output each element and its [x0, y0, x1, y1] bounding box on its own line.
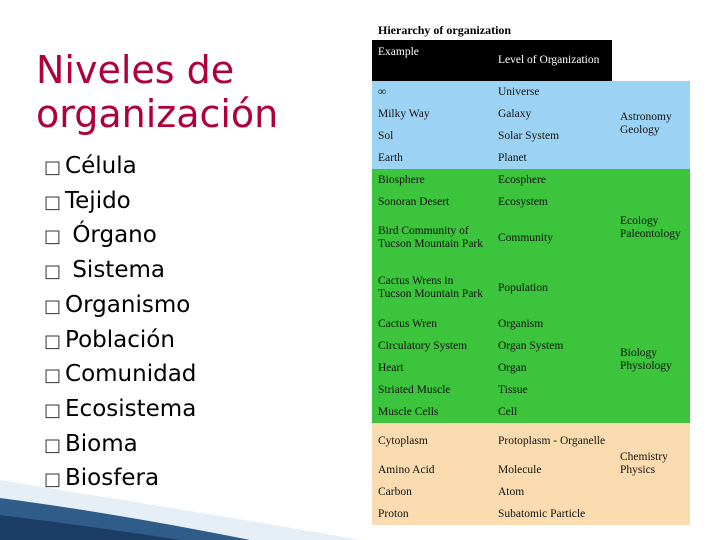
list-item: □ Biosfera: [44, 462, 196, 497]
level-cell: Atom: [498, 485, 525, 498]
level-cell: Planet: [498, 151, 527, 164]
slide-title-line-2: organización: [36, 92, 279, 136]
table-row: [372, 503, 690, 525]
example-cell: Carbon: [378, 485, 412, 498]
field-label: Ecology Paleontology: [620, 215, 681, 240]
example-cell: Cytoplasm: [378, 434, 428, 447]
list-item: □ Población: [44, 324, 196, 359]
table-row: [372, 263, 690, 313]
example-cell: Heart: [378, 361, 404, 374]
example-cell: Cactus Wrens in Tucson Mountain Park: [378, 275, 483, 300]
checkbox-icon: □: [44, 191, 62, 213]
header-example: Example: [378, 46, 419, 58]
level-cell: Protoplasm - Organelle: [498, 434, 606, 447]
checkbox-icon: □: [44, 399, 62, 421]
example-cell: Muscle Cells: [378, 405, 439, 418]
level-cell: Cell: [498, 405, 518, 418]
example-cell: Amino Acid: [378, 463, 435, 476]
checkbox-icon: □: [44, 261, 62, 283]
slide-title: [36, 48, 278, 136]
field-label: Chemistry Physics: [620, 451, 668, 476]
list-item: □ Órgano: [44, 219, 196, 254]
example-cell: Striated Muscle: [378, 383, 451, 396]
table-row: [372, 313, 690, 335]
level-cell: Organ: [498, 361, 527, 374]
table-row: [372, 191, 690, 213]
list-item: □ Comunidad: [44, 358, 196, 393]
list-item: □ Tejido: [44, 185, 196, 220]
level-cell: Tissue: [498, 383, 528, 396]
example-cell: Sol: [378, 129, 394, 142]
table-row: [372, 481, 690, 503]
checkbox-icon: □: [44, 330, 62, 352]
checkbox-icon: □: [44, 157, 62, 178]
example-cell: Circulatory System: [378, 339, 468, 352]
table-row: [372, 169, 690, 191]
table-row: [372, 401, 690, 423]
table-header-row: [372, 40, 612, 81]
checkbox-icon: □: [44, 365, 62, 387]
level-cell: Ecosystem: [498, 195, 548, 208]
checkbox-icon: □: [44, 226, 62, 248]
table-row: [372, 81, 690, 103]
list-item: □ Organismo: [44, 289, 196, 324]
level-cell: Ecosphere: [498, 173, 546, 186]
level-cell: Galaxy: [498, 107, 532, 120]
level-cell: Organism: [498, 317, 544, 330]
list-item: □ Ecosistema: [44, 393, 196, 428]
checkbox-icon: □: [44, 434, 62, 456]
checkbox-icon: □: [44, 469, 62, 491]
field-label: Astronomy Geology: [620, 111, 672, 136]
list-item: □ Sistema: [44, 254, 196, 289]
example-cell: ∞: [378, 85, 387, 98]
slide-title-line-1: Niveles de: [36, 48, 235, 92]
level-cell: Organ System: [498, 339, 564, 352]
table-row: [372, 147, 690, 169]
level-cell: Universe: [498, 85, 540, 98]
level-cell: Subatomic Particle: [498, 507, 586, 520]
level-cell: Population: [498, 281, 548, 294]
list-item: □ Célula: [44, 150, 196, 185]
level-cell: Solar System: [498, 129, 560, 142]
header-level: Level of Organization: [498, 54, 600, 66]
example-cell: Bird Community of Tucson Mountain Park: [378, 225, 483, 250]
list-item: □ Bioma: [44, 428, 196, 463]
field-label: Biology Physiology: [620, 347, 672, 372]
level-cell: Molecule: [498, 463, 542, 476]
table-row: [372, 379, 690, 401]
levels-list: [44, 150, 196, 497]
example-cell: Biosphere: [378, 173, 425, 186]
example-cell: Sonoran Desert: [378, 195, 450, 208]
level-cell: Community: [498, 231, 553, 244]
example-cell: Cactus Wren: [378, 317, 438, 330]
example-cell: Earth: [378, 151, 403, 164]
example-cell: Proton: [378, 507, 409, 520]
table-title: Hierarchy of organization: [378, 23, 512, 37]
example-cell: Milky Way: [378, 107, 430, 120]
checkbox-icon: □: [44, 295, 62, 317]
